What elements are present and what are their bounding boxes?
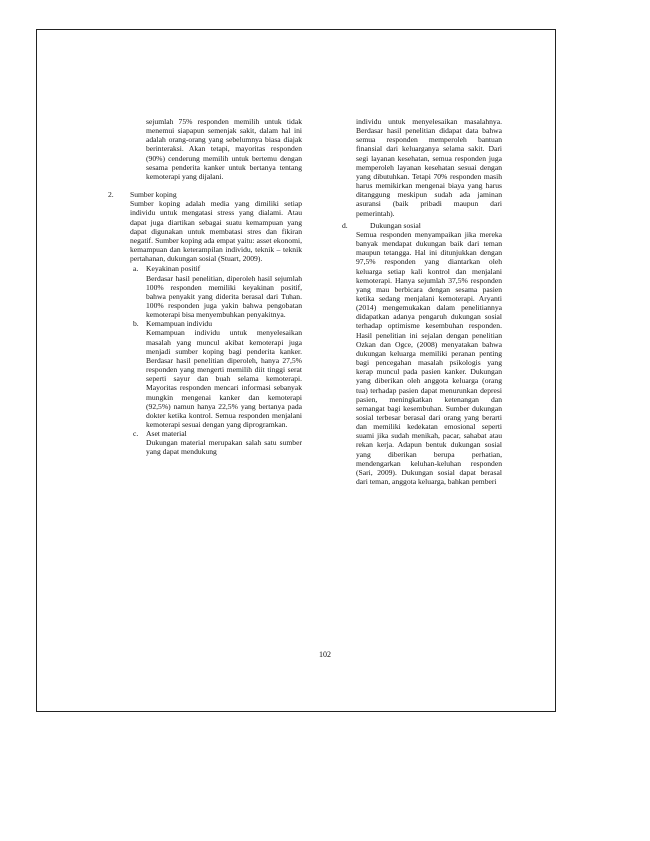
subsection-dukungan-sosial-heading	[342, 220, 502, 230]
subsection-heading: Keyakinan positif	[146, 264, 201, 274]
subsection-marker: a.	[133, 264, 139, 274]
subsection-heading: Kemampuan individu	[146, 319, 213, 329]
continued-paragraph: individu untuk menyelesaikan masalahnya. Berdasar hasil penelitian didapat data bahwa semua responden memperoleh bantuan finansial dari keluarganya selama sakit. Dari segi layanan kesehatan, semua responden juga memperoleh layanan kesehatan sesuai dengan yang dibutuhkan. Tetapi 70% responden masih harus memikirkan mengenai biaya yang harus ditanggung meskipun sudah ada jaminan asuransi (baik pribadi maupun dari pemerintah).	[356, 117, 502, 218]
left-column	[108, 117, 302, 457]
subsection-body: Dukungan material merupakan salah satu sumber yang dapat mendukung	[146, 438, 302, 457]
section-body: Sumber koping adalah media yang dimiliki setiap individu untuk mengatasi stress yang dialami. Atau dapat juga diartikan sebagai suatu kemampuan yang dapat digunakan untuk membatasi stres dan fikiran negatif. Sumber koping ada empat yaitu: asset ekonomi, kemampuan dan keterampilan individu, teknik – teknik pertahanan, dukungan sosial (Stuart, 2009).	[130, 199, 302, 264]
subsection-keyakinan-positif	[120, 264, 302, 319]
subsection-heading: Dukungan sosial	[370, 220, 421, 230]
subsection-heading: Aset material	[146, 429, 187, 439]
section-sumber-koping	[108, 190, 302, 457]
subsection-body: Berdasar hasil penelitian, diperoleh hasil sejumlah 100% responden memiliki keyakinan positif, bahwa penyakit yang diderita berasal dari Tuhan. 100% responden juga yakin bahwa pengobatan kemoterapi bisa menyembuhkan penyakitnya.	[146, 273, 302, 320]
subsection-marker: d.	[342, 220, 348, 230]
subsection-body: Semua responden menyampaikan jika mereka banyak mendapat dukungan baik dari teman maupun tetangga. Hal ini ditunjukkan dengan 97,5% responden yang diantarkan oleh keluarga setiap kali kontrol dan menjalani kemoterapi. Hanya sejumlah 37,5% responden yang mau berbicara dengan sesama pasien ketika sedang menjalani kemoterapi. Aryanti (2014) mengemukakan dalam penelitiannya didapatkan adanya pengaruh dukungan sosial terhadap optimisme kesembuhan responden. Hasil penelitian ini sejalan dengan penelitian Ozkan dan Ogce, (2008) menyatakan bahwa dukungan keluarga memiliki peranan penting bagi pencegahan masalah psikologis yang kerap muncul pada pasien kanker. Dukungan yang diberikan oleh anggota keluarga (orang tua) terhadap pasien dapat menurunkan depresi pasien, meningkatkan ketenangan dan semangat bagi kesembuhan. Sumber dukungan sosial terbesar berasal dari orang yang berarti dan memiliki kedekatan emosional seperti suami jika sudah menikah, pacar, sahabat atau rekan kerja. Adapun bentuk dukungan sosial yang diberikan berupa perhatian, mendengarkan keluhan-keluhan responden (Sari, 2009). Dukungan sosial dapat berasal dari teman, anggota keluarga, bahkan pemberi	[356, 229, 502, 487]
subsection-body: Kemampuan individu untuk menyelesaikan masalah yang muncul akibat kemoterapi juga menjadi sumber koping bagi penderita kanker. Berdasar hasil penelitian diperoleh, hanya 27,5% responden yang mengerti memilih diit tinggi serat seperti sayur dan buah selama kemoterapi. Mayoritas responden mencari informasi sebanyak mungkin mengenai kanker dan kemoterapi (92,5%) namun hanya 22,5% yang bertanya pada dokter ketika kontrol. Semua responden menjalani kemoterapi sesuai dengan yang diprogramkan.	[146, 328, 302, 429]
section-marker: 2.	[108, 190, 114, 200]
section-heading	[108, 190, 302, 200]
intro-paragraph: sejumlah 75% responden memilih untuk tidak menemui siapapun semenjak sakit, dalam hal ini adalah orang-orang yang sebelumnya biasa diajak berinteraksi. Akan tetapi, mayoritas responden (90%) cenderung memilih untuk bertemu dengan sesama penderita kanker untuk bertanya tentang kemoterapi yang dijalani.	[146, 117, 302, 181]
subsection-marker: b.	[133, 319, 139, 329]
subsection-kemampuan-individu	[120, 319, 302, 429]
subsection-aset-material	[120, 429, 302, 456]
subsection-marker: c.	[133, 429, 139, 439]
page-number: 102	[319, 650, 331, 659]
right-column	[342, 117, 502, 487]
section-heading-text: Sumber koping	[130, 190, 177, 200]
